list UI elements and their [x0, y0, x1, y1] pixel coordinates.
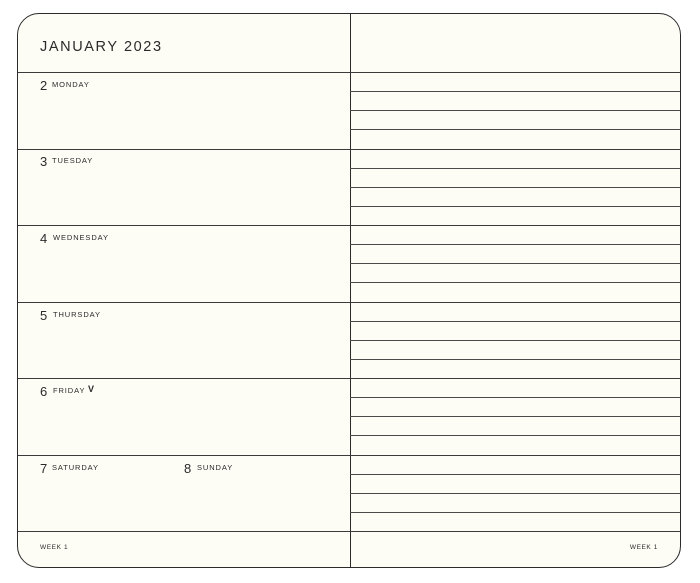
- day-block-wednesday[interactable]: [18, 226, 350, 302]
- footer-divider: [18, 531, 350, 532]
- left-page-header: [18, 14, 350, 72]
- ruled-line: [350, 359, 681, 360]
- ruled-line: [350, 397, 681, 398]
- day-block-friday[interactable]: [18, 379, 350, 455]
- ruled-line: [350, 91, 681, 92]
- day-check-mark: V: [88, 384, 95, 394]
- day-name: WEDNESDAY: [53, 233, 109, 242]
- ruled-line: [350, 72, 681, 73]
- day-number: 3: [40, 154, 48, 169]
- day-name: TUESDAY: [52, 156, 94, 165]
- day-block-tuesday[interactable]: [18, 150, 350, 225]
- ruled-line: [350, 263, 681, 264]
- ruled-line: [350, 378, 681, 379]
- day-number: 4: [40, 231, 48, 246]
- ruled-line: [350, 129, 681, 130]
- day-name: SUNDAY: [197, 463, 234, 472]
- planner-spread: [17, 13, 681, 568]
- day-block-monday[interactable]: [18, 73, 350, 149]
- day-name: FRIDAY: [53, 386, 86, 395]
- ruled-line: [350, 340, 681, 341]
- ruled-line: [350, 282, 681, 283]
- ruled-line: [350, 321, 681, 322]
- day-number: 7: [40, 461, 48, 476]
- ruled-line: [350, 110, 681, 111]
- ruled-line: [350, 455, 681, 456]
- ruled-line: [350, 206, 681, 207]
- day-name: MONDAY: [52, 80, 90, 89]
- day-name: THURSDAY: [53, 310, 101, 319]
- ruled-line: [350, 187, 681, 188]
- day-block-thursday[interactable]: [18, 303, 350, 378]
- day-number: 6: [40, 384, 48, 399]
- ruled-line: [350, 225, 681, 226]
- week-label-left: WEEK 1: [40, 544, 69, 551]
- day-number: 2: [40, 78, 48, 93]
- ruled-line: [350, 168, 681, 169]
- ruled-line: [350, 435, 681, 436]
- day-block-weekend[interactable]: [18, 456, 350, 531]
- week-label-right: WEEK 1: [629, 544, 658, 551]
- ruled-line: [350, 474, 681, 475]
- ruled-line: [350, 302, 681, 303]
- ruled-line: [350, 493, 681, 494]
- ruled-line: [350, 512, 681, 513]
- ruled-line: [350, 531, 681, 532]
- day-number: 8: [184, 461, 192, 476]
- ruled-line: [350, 149, 681, 150]
- ruled-line: [350, 244, 681, 245]
- month-title: JANUARY 2023: [40, 39, 163, 55]
- day-name: SATURDAY: [52, 463, 99, 472]
- day-number: 5: [40, 308, 48, 323]
- ruled-line: [350, 416, 681, 417]
